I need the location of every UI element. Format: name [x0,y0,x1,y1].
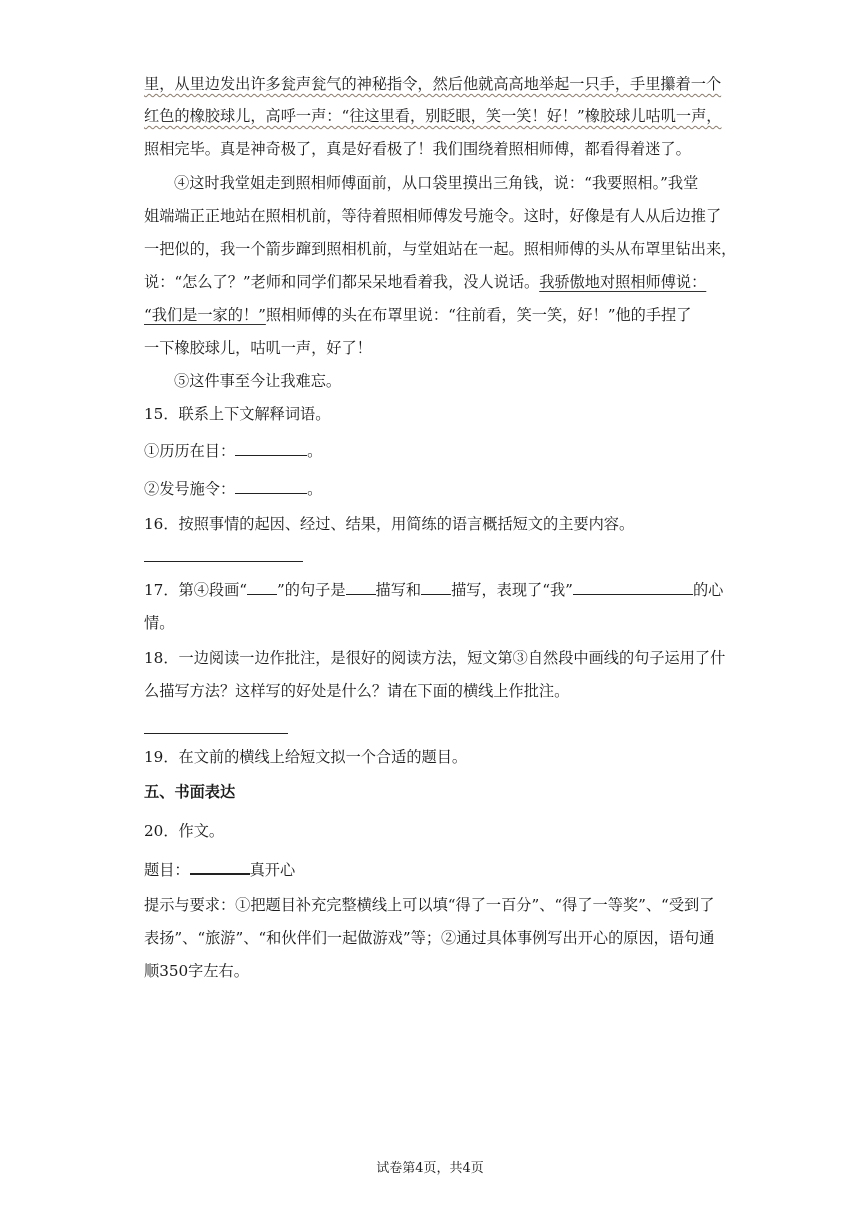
question-17 [144,578,723,602]
title-blank[interactable] [190,857,250,875]
passage-text: 说：“怎么了？”老师和同学们都呆呆地看着我，没人说话。 [144,273,540,291]
passage-line: 红色的橡胶球儿，高呼一声：“往这里看，别眨眼，笑一笑！好！”橡胶球儿咕叽一声， [144,107,722,125]
answer-blank[interactable] [235,477,307,494]
q-text: 描写和 [375,581,422,599]
essay-tips: 顺350字左右。 [144,962,249,980]
q-text: 描写，表现了“我” [451,581,573,599]
title-label: 题目： [144,861,190,879]
answer-blank[interactable] [421,578,451,595]
answer-blank[interactable] [247,578,277,595]
passage-line: ⑤这件事至今让我难忘。 [174,372,342,390]
passage-line: 一下橡胶球儿，咕叽一声，好了！ [144,339,372,357]
passage-line [144,303,691,327]
page-footer: 试卷第4页，共4页 [376,1161,484,1176]
answer-blank[interactable] [573,578,693,595]
question-18: 18．一边阅读一边作批注，是很好的阅读方法，短文第③自然段中画线的句子运用了什 [144,649,726,667]
passage-line [144,270,706,294]
answer-blank[interactable] [235,439,307,456]
title-suffix: 真开心 [249,861,296,879]
answer-blank[interactable] [346,578,376,595]
essay-title-line [144,857,295,882]
underlined-sentence: 我骄傲地对照相师傅说： [539,273,707,291]
essay-tips: 表扬”、“旅游”、“和伙伴们一起做游戏”等；②通过具体事例写出开心的原因，语句通 [144,929,715,947]
question-19: 19．在文前的横线上给短文拟一个合适的题目。 [144,748,468,766]
term-label: ①历历在目： [144,442,236,460]
punct: 。 [307,442,323,460]
passage-line: 一把似的，我一个箭步蹿到照相机前，与堂姐站在一起。照相师傅的头从布罩里钻出来， [144,240,737,258]
q-text: 的心 [692,581,724,599]
term-label: ②发号施令： [144,480,236,498]
passage-line: ④这时我堂姐走到照相师傅面前，从口袋里摸出三角钱，说：“我要照相。”我堂 [174,174,699,192]
answer-line[interactable] [144,733,288,734]
question-20: 20．作文。 [144,822,225,840]
passage-line: 里，从里边发出许多瓮声瓮气的神秘指令，然后他就高高地举起一只手，手里攥着一个 [144,75,722,93]
underlined-sentence: “我们是一家的！” [144,306,266,324]
section-heading: 五、书面表达 [144,783,236,801]
essay-tips: 提示与要求：①把题目补充完整横线上可以填“得了一百分”、“得了一等奖”、“受到了 [144,896,715,914]
question-18-cont: 么描写方法？这样写的好处是什么？请在下面的横线上作批注。 [144,682,570,700]
passage-line: 照相完毕。真是神奇极了，真是好看极了！我们围绕着照相师傅，都看得着迷了。 [144,140,691,158]
question-15-item-1 [144,439,322,463]
passage-text: 照相师傅的头在布罩里说：“往前看，笑一笑，好！”他的手捏了 [265,306,692,324]
q-text: 17．第④段画“ [144,581,248,599]
q-text: ”的句子是 [277,581,346,599]
question-16: 16．按照事情的起因、经过、结果，用简练的语言概括短文的主要内容。 [144,515,635,533]
answer-line[interactable] [144,561,303,562]
passage-line: 姐端端正正地站在照相机前，等待着照相师傅发号施令。这时，好像是有人从后边推了 [144,207,722,225]
question-15-item-2 [144,477,322,501]
question-17-cont: 情。 [144,614,175,632]
question-15: 15．联系上下文解释词语。 [144,405,331,423]
punct: 。 [307,480,323,498]
